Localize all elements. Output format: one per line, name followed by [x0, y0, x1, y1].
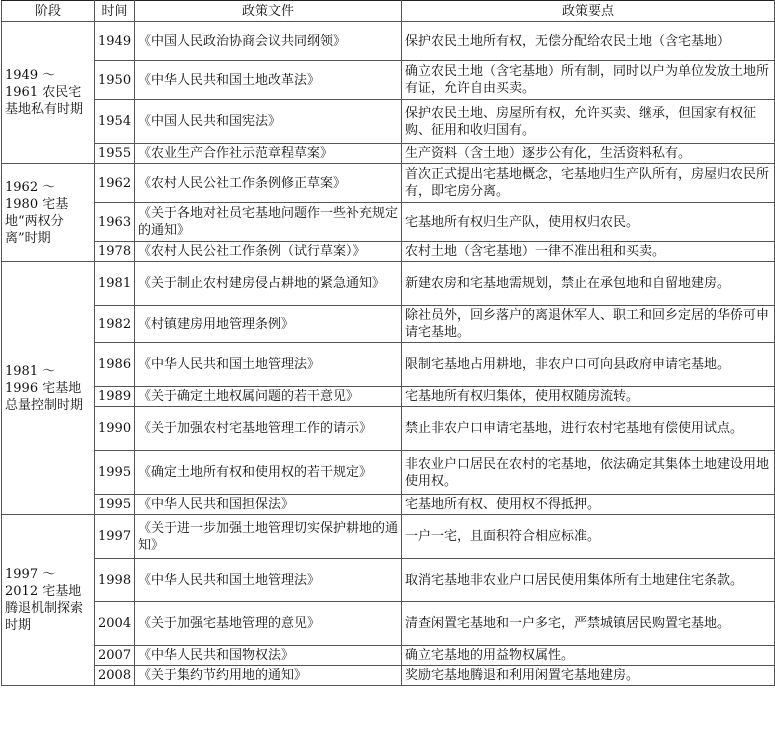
- year-cell: 1997: [95, 515, 135, 559]
- table-row: [2, 306, 775, 343]
- policy-document-cell: 《中国人民政治协商会议共同纲领》: [135, 22, 402, 61]
- policy-point-cell: 保护农民土地、房屋所有权，允许买卖、继承，但国家有权征购、征用和收归国有。: [402, 100, 775, 144]
- header-policy-document: 政策文件: [135, 1, 402, 22]
- policy-point-cell: 除社员外，回乡落户的离退休军人、职工和回乡定居的华侨可申请宅基地。: [402, 306, 775, 343]
- table-row: [2, 242, 775, 262]
- table-row: [2, 602, 775, 646]
- policy-point-cell: 首次正式提出宅基地概念，宅基地归生产队所有，房屋归农民所有，即宅房分离。: [402, 164, 775, 203]
- header-row: [2, 1, 775, 22]
- policy-point-cell: 取消宅基地非农业户口居民使用集体所有土地建住宅条款。: [402, 559, 775, 602]
- table-row: [2, 144, 775, 164]
- policy-point-cell: 非农业户口居民在农村的宅基地，依法确定其集体土地建设用地使用权。: [402, 451, 775, 495]
- year-cell: 1955: [95, 144, 135, 164]
- table-row: [2, 343, 775, 387]
- year-cell: 1986: [95, 343, 135, 387]
- policy-point-cell: 农村土地（含宅基地）一律不准出租和买卖。: [402, 242, 775, 262]
- year-cell: 2004: [95, 602, 135, 646]
- table-row: [2, 559, 775, 602]
- policy-point-cell: 奖励宅基地腾退和利用闲置宅基地建房。: [402, 666, 775, 686]
- table-row: [2, 387, 775, 407]
- header-policy-points: 政策要点: [402, 1, 775, 22]
- policy-document-cell: 《关于加强农村宅基地管理工作的请示》: [135, 407, 402, 451]
- policy-table: [1, 0, 775, 686]
- year-cell: 1982: [95, 306, 135, 343]
- table-row: [2, 407, 775, 451]
- policy-document-cell: 《中华人民共和国物权法》: [135, 646, 402, 666]
- policy-document-cell: 《农村人民公社工作条例（试行草案）》: [135, 242, 402, 262]
- table-row: [2, 262, 775, 306]
- policy-document-cell: 《关于加强宅基地管理的意见》: [135, 602, 402, 646]
- year-cell: 1963: [95, 203, 135, 242]
- year-cell: 1995: [95, 451, 135, 495]
- policy-point-cell: 确立农民土地（含宅基地）所有制，同时以户为单位发放土地所有证，允许自由买卖。: [402, 61, 775, 100]
- table-row: [2, 61, 775, 100]
- year-cell: 1978: [95, 242, 135, 262]
- table-row: [2, 451, 775, 495]
- policy-point-cell: 宅基地所有权、使用权不得抵押。: [402, 495, 775, 515]
- policy-document-cell: 《关于制止农村建房侵占耕地的紧急通知》: [135, 262, 402, 306]
- policy-point-cell: 新建农房和宅基地需规划，禁止在承包地和自留地建房。: [402, 262, 775, 306]
- stage-cell: 1997 ～ 2012 宅基地腾退机制探索时期: [2, 515, 95, 686]
- year-cell: 2007: [95, 646, 135, 666]
- policy-point-cell: 限制宅基地占用耕地，非农户口可向县政府申请宅基地。: [402, 343, 775, 387]
- policy-document-cell: 《中华人民共和国担保法》: [135, 495, 402, 515]
- stage-cell: 1949 ～ 1961 农民宅基地私有时期: [2, 22, 95, 164]
- policy-document-cell: 《关于各地对社员宅基地问题作一些补充规定的通知》: [135, 203, 402, 242]
- year-cell: 1990: [95, 407, 135, 451]
- policy-point-cell: 宅基地所有权归生产队，使用权归农民。: [402, 203, 775, 242]
- policy-document-cell: 《中国人民共和国宪法》: [135, 100, 402, 144]
- year-cell: 1954: [95, 100, 135, 144]
- year-cell: 1950: [95, 61, 135, 100]
- year-cell: 2008: [95, 666, 135, 686]
- year-cell: 1995: [95, 495, 135, 515]
- stage-cell: 1981 ～ 1996 宅基地总量控制时期: [2, 262, 95, 515]
- policy-point-cell: 保护农民土地所有权，无偿分配给农民土地（含宅基地）: [402, 22, 775, 61]
- table-row: [2, 164, 775, 203]
- policy-document-cell: 《中华人民共和国土地管理法》: [135, 559, 402, 602]
- table-row: [2, 666, 775, 686]
- header-year: 时间: [95, 1, 135, 22]
- policy-point-cell: 一户一宅，且面积符合相应标准。: [402, 515, 775, 559]
- table-row: [2, 100, 775, 144]
- policy-point-cell: 确立宅基地的用益物权属性。: [402, 646, 775, 666]
- year-cell: 1998: [95, 559, 135, 602]
- policy-document-cell: 《关于确定土地权属问题的若干意见》: [135, 387, 402, 407]
- policy-document-cell: 《关于进一步加强土地管理切实保护耕地的通知》: [135, 515, 402, 559]
- policy-document-cell: 《农村人民公社工作条例修正草案》: [135, 164, 402, 203]
- stage-cell: 1962 ～ 1980 宅基地“两权分离”时期: [2, 164, 95, 262]
- table-row: [2, 22, 775, 61]
- policy-document-cell: 《中华人民共和国土地管理法》: [135, 343, 402, 387]
- table-row: [2, 203, 775, 242]
- year-cell: 1981: [95, 262, 135, 306]
- table-row: [2, 646, 775, 666]
- header-stage: 阶段: [2, 1, 95, 22]
- table-row: [2, 515, 775, 559]
- policy-document-cell: 《关于集约节约用地的通知》: [135, 666, 402, 686]
- table-row: [2, 495, 775, 515]
- policy-point-cell: 生产资料（含土地）逐步公有化，生活资料私有。: [402, 144, 775, 164]
- policy-point-cell: 禁止非农户口申请宅基地，进行农村宅基地有偿使用试点。: [402, 407, 775, 451]
- year-cell: 1962: [95, 164, 135, 203]
- policy-document-cell: 《村镇建房用地管理条例》: [135, 306, 402, 343]
- policy-point-cell: 宅基地所有权归集体，使用权随房流转。: [402, 387, 775, 407]
- policy-document-cell: 《确定土地所有权和使用权的若干规定》: [135, 451, 402, 495]
- policy-document-cell: 《中华人民共和国土地改革法》: [135, 61, 402, 100]
- year-cell: 1949: [95, 22, 135, 61]
- policy-point-cell: 清查闲置宅基地和一户多宅，严禁城镇居民购置宅基地。: [402, 602, 775, 646]
- policy-document-cell: 《农业生产合作社示范章程草案》: [135, 144, 402, 164]
- year-cell: 1989: [95, 387, 135, 407]
